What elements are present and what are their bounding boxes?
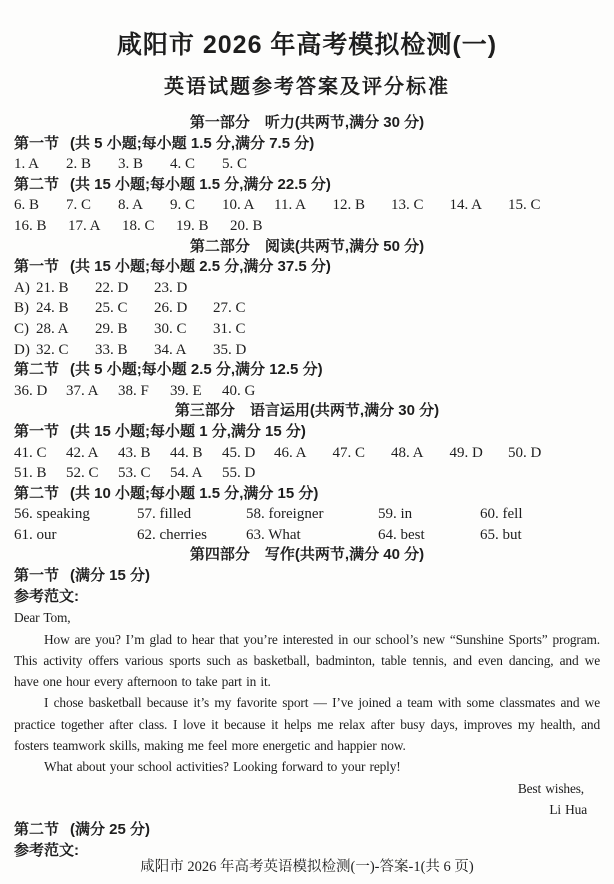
- answer-item: 16. B: [14, 217, 47, 234]
- passage-tag: D): [14, 341, 30, 358]
- part4-section1-header: [14, 566, 600, 587]
- answer-item: 6. B: [14, 197, 40, 214]
- essay-salutation: Dear Tom,: [14, 610, 71, 626]
- page-title: 咸阳市 2026 年高考模拟检测(一): [116, 31, 498, 59]
- section-label: 第一节: [14, 134, 60, 152]
- answer-item: 22. D: [95, 279, 129, 296]
- answer-row: [14, 154, 600, 175]
- page-footer: 咸阳市 2026 年高考英语模拟检测(一)-答案-1(共 6 页): [140, 859, 474, 875]
- section-note: (共 10 小题;每小题 1.5 分,满分 15 分): [70, 484, 319, 502]
- answer-item: 28. A: [36, 320, 69, 337]
- answer-item: 21. B: [36, 279, 69, 296]
- answer-item: 58. foreigner: [246, 506, 324, 523]
- answer-item: 13. C: [391, 197, 424, 214]
- section-note: (满分 25 分): [70, 821, 151, 839]
- answer-item: 32. C: [36, 341, 69, 358]
- answer-item: 34. A: [154, 341, 187, 358]
- sample-essay: [14, 607, 600, 820]
- part2-section2-header: [14, 360, 600, 381]
- part1-section1-header: [14, 134, 600, 155]
- passage-tag: B): [14, 300, 29, 317]
- answer-row: [14, 504, 600, 525]
- answer-item: 37. A: [66, 382, 99, 399]
- answer-item: 3. B: [118, 156, 144, 173]
- answer-row: [14, 298, 600, 319]
- answer-item: 63. What: [246, 526, 301, 543]
- answer-item: 12. B: [332, 197, 366, 214]
- answer-item: 62. cherries: [137, 526, 207, 543]
- answer-item: 45. D: [222, 444, 256, 461]
- answer-item: 33. B: [95, 341, 128, 358]
- answer-item: 49. D: [449, 444, 483, 461]
- answer-item: 65. but: [480, 526, 522, 543]
- answer-item: 42. A: [66, 444, 99, 461]
- section-label: 第一节: [14, 422, 60, 440]
- essay-line: How are you? I’m glad to hear that you’re interested in our school’s new “Sunshine Sports” program.: [44, 631, 600, 647]
- answer-item: 54. A: [170, 465, 203, 482]
- answer-item: 1. A: [14, 156, 40, 173]
- page-subtitle: 英语试题参考答案及评分标准: [164, 76, 450, 98]
- sample-essay-label: 参考范文:: [14, 587, 79, 605]
- section-note: (共 5 小题;每小题 1.5 分,满分 7.5 分): [70, 134, 315, 152]
- essay-line: What about your school activities? Looking forward to your reply!: [44, 759, 401, 775]
- essay-line: practice together after class. I love it because it helps me relax after busy days, improves my health, and: [14, 716, 600, 732]
- section-note: (共 15 小题;每小题 1.5 分,满分 22.5 分): [70, 175, 331, 193]
- answer-item: 20. B: [230, 217, 263, 234]
- part1-heading: 第一部分 听力(共两节,满分 30 分): [189, 114, 425, 131]
- answer-row: [14, 195, 600, 216]
- section-note: (共 15 小题;每小题 2.5 分,满分 37.5 分): [70, 258, 331, 276]
- answer-item: 59. in: [378, 506, 413, 523]
- answer-item: 29. B: [95, 320, 128, 337]
- answer-item: 53. C: [118, 465, 151, 482]
- answer-item: 11. A: [274, 197, 306, 214]
- answer-item: 23. D: [154, 279, 188, 296]
- section-label: 第二节: [14, 175, 60, 193]
- answer-item: 18. C: [122, 217, 155, 234]
- answer-item: 64. best: [378, 526, 425, 543]
- section-label: 第二节: [14, 361, 60, 379]
- answer-item: 52. C: [66, 465, 99, 482]
- answer-item: 46. A: [274, 444, 307, 461]
- answer-item: 56. speaking: [14, 506, 90, 523]
- part3-heading: 第三部分 语言运用(共两节,满分 30 分): [174, 402, 440, 420]
- answer-item: 10. A: [222, 197, 255, 214]
- answer-item: 31. C: [213, 320, 246, 337]
- answer-item: 2. B: [66, 156, 92, 173]
- answer-item: 17. A: [68, 217, 101, 234]
- part2-heading: 第二部分 阅读(共两节,满分 50 分): [189, 237, 425, 255]
- answer-item: 41. C: [14, 444, 47, 461]
- answer-item: 26. D: [154, 300, 188, 317]
- answer-row: [14, 381, 600, 402]
- section-note: (共 15 小题;每小题 1 分,满分 15 分): [70, 422, 306, 440]
- answer-item: 47. C: [332, 444, 366, 461]
- answer-row: [14, 340, 600, 361]
- answer-row: [14, 278, 600, 299]
- answer-item: 30. C: [154, 320, 187, 337]
- part2-section1-header: [14, 257, 600, 278]
- answer-row: [14, 216, 600, 237]
- section-label: 第一节: [14, 567, 60, 585]
- passage-tag: C): [14, 320, 29, 337]
- essay-line: I chose basketball because it’s my favorite sport — I’ve joined a team with some classmates and we: [44, 695, 600, 711]
- answer-item: 43. B: [118, 444, 151, 461]
- answer-item: 35. D: [213, 341, 247, 358]
- part3-section1-header: [14, 422, 600, 443]
- part1-section2-header: [14, 175, 600, 196]
- answer-item: 51. B: [14, 465, 47, 482]
- answer-item: 14. A: [449, 197, 483, 214]
- answer-item: 38. F: [118, 382, 149, 399]
- answer-item: 8. A: [118, 197, 144, 214]
- answer-item: 40. G: [222, 382, 256, 399]
- section-label: 第二节: [14, 821, 60, 839]
- section-note: (共 5 小题;每小题 2.5 分,满分 12.5 分): [70, 361, 323, 379]
- section-label: 第一节: [14, 258, 60, 276]
- answer-row: [14, 319, 600, 340]
- answer-item: 57. filled: [137, 506, 192, 523]
- section-note: (满分 15 分): [70, 567, 151, 585]
- part4-section2-header: [14, 820, 600, 841]
- answer-item: 60. fell: [480, 506, 523, 523]
- essay-signature: Li Hua: [549, 801, 587, 817]
- answer-item: 4. C: [170, 156, 196, 173]
- answer-item: 27. C: [213, 300, 246, 317]
- essay-line: have one hour every afternoon to take part in it.: [14, 674, 271, 690]
- sample-essay-label: 参考范文:: [14, 841, 79, 859]
- section-label: 第二节: [14, 484, 60, 502]
- answer-item: 7. C: [66, 197, 92, 214]
- essay-line: This activity offers various sports such as basketball, badminton, table tennis, and even dancing, and we: [14, 652, 600, 668]
- answer-item: 24. B: [36, 300, 69, 317]
- answer-item: 15. C: [508, 197, 541, 214]
- answer-item: 39. E: [170, 382, 202, 399]
- answer-item: 25. C: [95, 300, 128, 317]
- answer-item: 5. C: [222, 156, 248, 173]
- answer-item: 50. D: [508, 444, 542, 461]
- answer-item: 61. our: [14, 526, 57, 543]
- answer-item: 36. D: [14, 382, 48, 399]
- answer-item: 48. A: [391, 444, 424, 461]
- answer-item: 19. B: [176, 217, 209, 234]
- answer-row: [14, 525, 600, 546]
- answer-row: [14, 443, 600, 464]
- essay-closing: Best wishes,: [517, 780, 584, 796]
- answer-item: 44. B: [170, 444, 203, 461]
- passage-tag: A): [14, 279, 30, 296]
- answer-row: [14, 463, 600, 484]
- part3-section2-header: [14, 484, 600, 505]
- essay-line: fosters teamwork skills, making me feel more energetic and happier now.: [14, 738, 406, 754]
- answer-item: 9. C: [170, 197, 196, 214]
- part4-heading: 第四部分 写作(共两节,满分 40 分): [189, 546, 425, 564]
- answer-item: 55. D: [222, 465, 256, 482]
